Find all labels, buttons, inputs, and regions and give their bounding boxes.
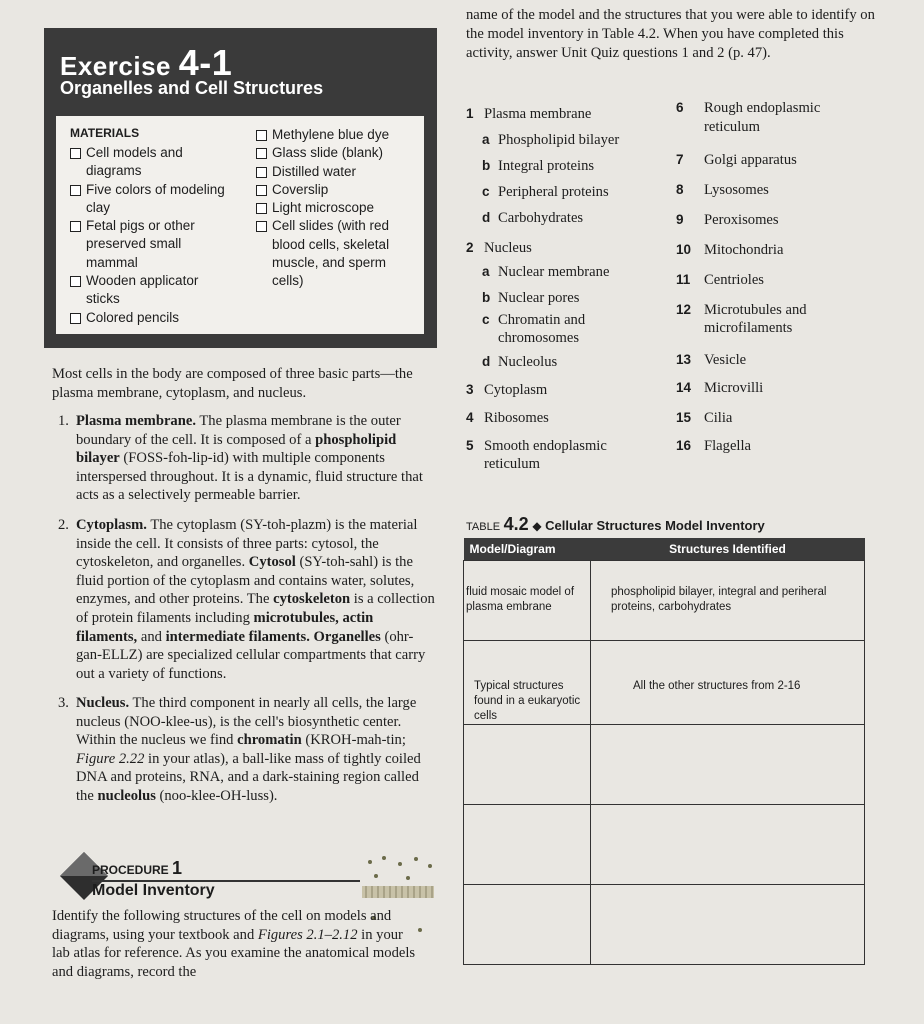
structure-list-key: c — [482, 312, 490, 327]
structure-list-item — [676, 436, 751, 456]
materials-item: Glass slide (blank) — [256, 144, 416, 162]
structure-list-key: 12 — [676, 302, 692, 317]
structure-list-item — [466, 408, 549, 428]
table-caption: TABLE 4.2 ◆ Cellular Structures Model Inventory — [466, 514, 765, 534]
exercise-subtitle: Organelles and Cell Structures — [60, 78, 324, 98]
item-plasma-membrane: 1. Plasma membrane. The plasma membrane is the outer boundary of the cell. It is composed of a phospholipid bilayer (FOSS-foh-lip-id) with multiple components interspersed throughout. It is a dynamic, fluid structure that acts as a selectively permeable barrier. — [58, 413, 423, 504]
materials-item: Cell slides (with red blood cells, skeletal muscle, and sperm cells) — [256, 217, 416, 290]
procedure-text: Identify the following structures of the cell on models and diagrams, using your textbook and Figures 2.1–2.12 in your lab atlas for reference. As you examine the anatomical models and diagrams, record the — [52, 908, 416, 980]
structure-list-key: 15 — [676, 410, 692, 425]
structure-list-item — [676, 180, 769, 200]
structure-list-item — [482, 310, 585, 330]
table-row — [464, 561, 865, 641]
materials-item: Distilled water — [256, 163, 416, 181]
structure-list-label: Peripheral proteins — [498, 184, 609, 200]
model-cell-text — [464, 805, 590, 829]
materials-heading: MATERIALS — [70, 126, 140, 140]
structure-list-label: Cilia — [704, 410, 733, 426]
structure-list-key: b — [482, 290, 491, 305]
structures-cell-text — [591, 885, 864, 909]
structures-cell[interactable] — [591, 725, 865, 805]
model-cell[interactable] — [464, 885, 591, 965]
materials-item: Light microscope — [256, 199, 416, 217]
structures-cell-text — [591, 725, 864, 749]
materials-item: Wooden applicator sticks — [70, 272, 230, 309]
materials-item: Fetal pigs or other preserved small mammal — [70, 217, 230, 272]
structure-list-key: c — [482, 184, 490, 199]
exercise-title: Exercise 4-1 — [60, 42, 233, 83]
model-cell[interactable] — [464, 805, 591, 885]
structure-list-key: 14 — [676, 380, 692, 395]
model-cell-text — [464, 725, 590, 749]
intro-paragraph: Most cells in the body are composed of three basic parts—the plasma membrane, cytoplasm, and nucleus. — [52, 366, 413, 401]
structures-cell[interactable] — [591, 885, 865, 965]
structure-list-key: 8 — [676, 182, 684, 197]
structure-list-label: Golgi apparatus — [704, 152, 797, 168]
structure-list-label: Microtubules and — [704, 302, 807, 318]
structure-list-label: Nucleolus — [498, 354, 558, 370]
model-inventory-table — [463, 538, 865, 965]
structures-cell[interactable] — [591, 641, 865, 725]
structure-list-item — [482, 262, 609, 282]
structure-list-label: Microvilli — [704, 380, 764, 396]
procedure-label: PROCEDURE 1 — [92, 858, 183, 878]
structure-list-item — [676, 319, 792, 338]
structure-list-key: 7 — [676, 152, 684, 167]
structure-list-item — [482, 288, 579, 308]
materials-item: Cell models and diagrams — [70, 144, 230, 181]
model-cell[interactable] — [464, 725, 591, 805]
structure-list-label: Nuclear pores — [498, 290, 580, 306]
structure-list-label: Integral proteins — [498, 158, 595, 174]
structure-list-item — [676, 300, 807, 320]
structures-cell-text — [591, 805, 864, 829]
materials-item: Colored pencils — [70, 309, 230, 327]
structure-list-label: reticulum — [484, 456, 540, 472]
item-nucleus: 3. Nucleus. The third component in nearly all cells, the large nucleus (NOO-klee-us), is the cell's biosynthetic center. Within the nucleus we find chromatin (KROH-mah-tin; Figure 2.22 in your atlas), a ball-like mass of tightly coiled DNA and proteins, RNA, and a dark-staining region called the nucleolus (noo-klee-OH-luss). — [58, 695, 421, 804]
materials-item: Methylene blue dye — [256, 126, 416, 144]
structure-list-label: Mitochondria — [704, 242, 784, 258]
structure-list-key: d — [482, 210, 491, 225]
table-row — [464, 885, 865, 965]
materials-item: Coverslip — [256, 181, 416, 199]
structure-list-item — [466, 380, 547, 400]
structure-list-item — [482, 208, 583, 228]
structure-list-label: Ribosomes — [484, 410, 549, 426]
structure-list-item — [466, 436, 607, 456]
materials-panel — [56, 116, 424, 334]
structure-list-item — [466, 238, 532, 258]
structure-list-item — [676, 150, 797, 170]
model-cell-text — [464, 885, 590, 909]
structure-list-item — [676, 210, 779, 230]
table-row — [464, 641, 865, 725]
model-cell-text: Typical structures found in a eukaryotic cells — [474, 680, 581, 722]
structure-list-key: 13 — [676, 352, 692, 367]
model-cell[interactable] — [464, 641, 591, 725]
structure-list-item — [676, 350, 746, 370]
procedure-title: Model Inventory — [92, 882, 215, 899]
structure-list-label: Plasma membrane — [484, 106, 592, 122]
structure-list-key: 4 — [466, 410, 474, 425]
structure-list-label: Flagella — [704, 438, 752, 454]
structure-list-label: Peroxisomes — [704, 212, 779, 228]
structure-list-label: microfilaments — [704, 320, 793, 336]
column-header-structures: Structures Identified — [591, 538, 865, 561]
structure-list-key: a — [482, 264, 490, 279]
structure-list-item — [676, 408, 732, 428]
structure-list-key: 2 — [466, 240, 474, 255]
structure-list-item — [482, 156, 594, 176]
structure-list-item — [676, 118, 760, 137]
structure-list-label: Nucleus — [484, 240, 532, 256]
structure-list-key: 11 — [676, 272, 691, 287]
structure-list-key: 1 — [466, 106, 474, 121]
right-intro-paragraph: name of the model and the structures that you were able to identify on the model inventory in Table 4.2. When you have completed this activity, answer Unit Quiz questions 1 and 2 (p. 47). — [466, 7, 875, 61]
structure-list-label: Vesicle — [704, 352, 747, 368]
structure-list-item — [676, 240, 783, 260]
structure-list-item — [676, 378, 763, 398]
structure-list-label: Lysosomes — [704, 182, 769, 198]
structure-list-key: 6 — [676, 100, 684, 115]
structure-list-key: 10 — [676, 242, 692, 257]
materials-list-left — [70, 144, 230, 327]
structures-list-right — [676, 98, 876, 478]
model-cell-text: fluid mosaic model of plasma embrane — [466, 586, 575, 613]
structure-list-key: b — [482, 158, 491, 173]
materials-list-right — [256, 126, 416, 291]
structure-list-key: 16 — [676, 438, 692, 453]
structure-list-item — [482, 352, 557, 372]
structure-list-key: 9 — [676, 212, 684, 227]
structure-list-label: Nuclear membrane — [498, 264, 610, 280]
item-cytoplasm: 2. Cytoplasm. The cytoplasm (SY-toh-plazm) is the material inside the cell. It consists of three parts: cytosol, the cytoskeleton, and organelles. Cytosol (SY-toh-sahl) is the fluid portion of the cytoplasm and contains water, solutes, enzymes, and other proteins. The cytoskeleton is a collection of protein filaments including microtubules, actin filaments, and intermediate filaments. Organelles (ohr-gan-ELLZ) are specialized cellular compartments that carry out a variety of functions. — [58, 517, 435, 682]
structure-list-item — [482, 130, 619, 150]
structure-list-label: Smooth endoplasmic — [484, 438, 607, 454]
column-header-model: Model/Diagram — [464, 538, 591, 561]
structure-list-label: reticulum — [704, 119, 760, 135]
structure-list-label: Phospholipid bilayer — [498, 132, 620, 148]
structure-list-item — [466, 104, 591, 124]
model-cell[interactable] — [464, 561, 591, 641]
materials-item: Five colors of modeling clay — [70, 181, 230, 218]
structures-cell[interactable] — [591, 561, 865, 641]
structure-list-item — [482, 182, 609, 202]
structures-cell[interactable] — [591, 805, 865, 885]
structures-cell-text: All the other structures from 2-16 — [633, 680, 801, 692]
structure-list-key: 5 — [466, 438, 474, 453]
structure-list-label: Cytoplasm — [484, 382, 548, 398]
structure-list-label: Centrioles — [704, 272, 764, 288]
structure-list-label: Chromatin and — [498, 312, 586, 328]
structure-list-label: Carbohydrates — [498, 210, 584, 226]
table-row — [464, 805, 865, 885]
structure-list-item — [482, 329, 579, 348]
structure-list-key: a — [482, 132, 490, 147]
structure-list-label: chromosomes — [498, 330, 580, 346]
structure-list-key: d — [482, 354, 491, 369]
structure-list-label: Rough endoplasmic — [704, 100, 821, 116]
structure-list-item — [466, 455, 540, 474]
structure-list-item — [676, 98, 820, 118]
exercise-header-box — [44, 28, 437, 348]
table-row — [464, 725, 865, 805]
structure-list-key: 3 — [466, 382, 474, 397]
structures-cell-text: phospholipid bilayer, integral and periheral proteins, carbohydrates — [611, 586, 827, 613]
structures-list-left — [466, 104, 676, 484]
structure-list-item — [676, 270, 764, 290]
